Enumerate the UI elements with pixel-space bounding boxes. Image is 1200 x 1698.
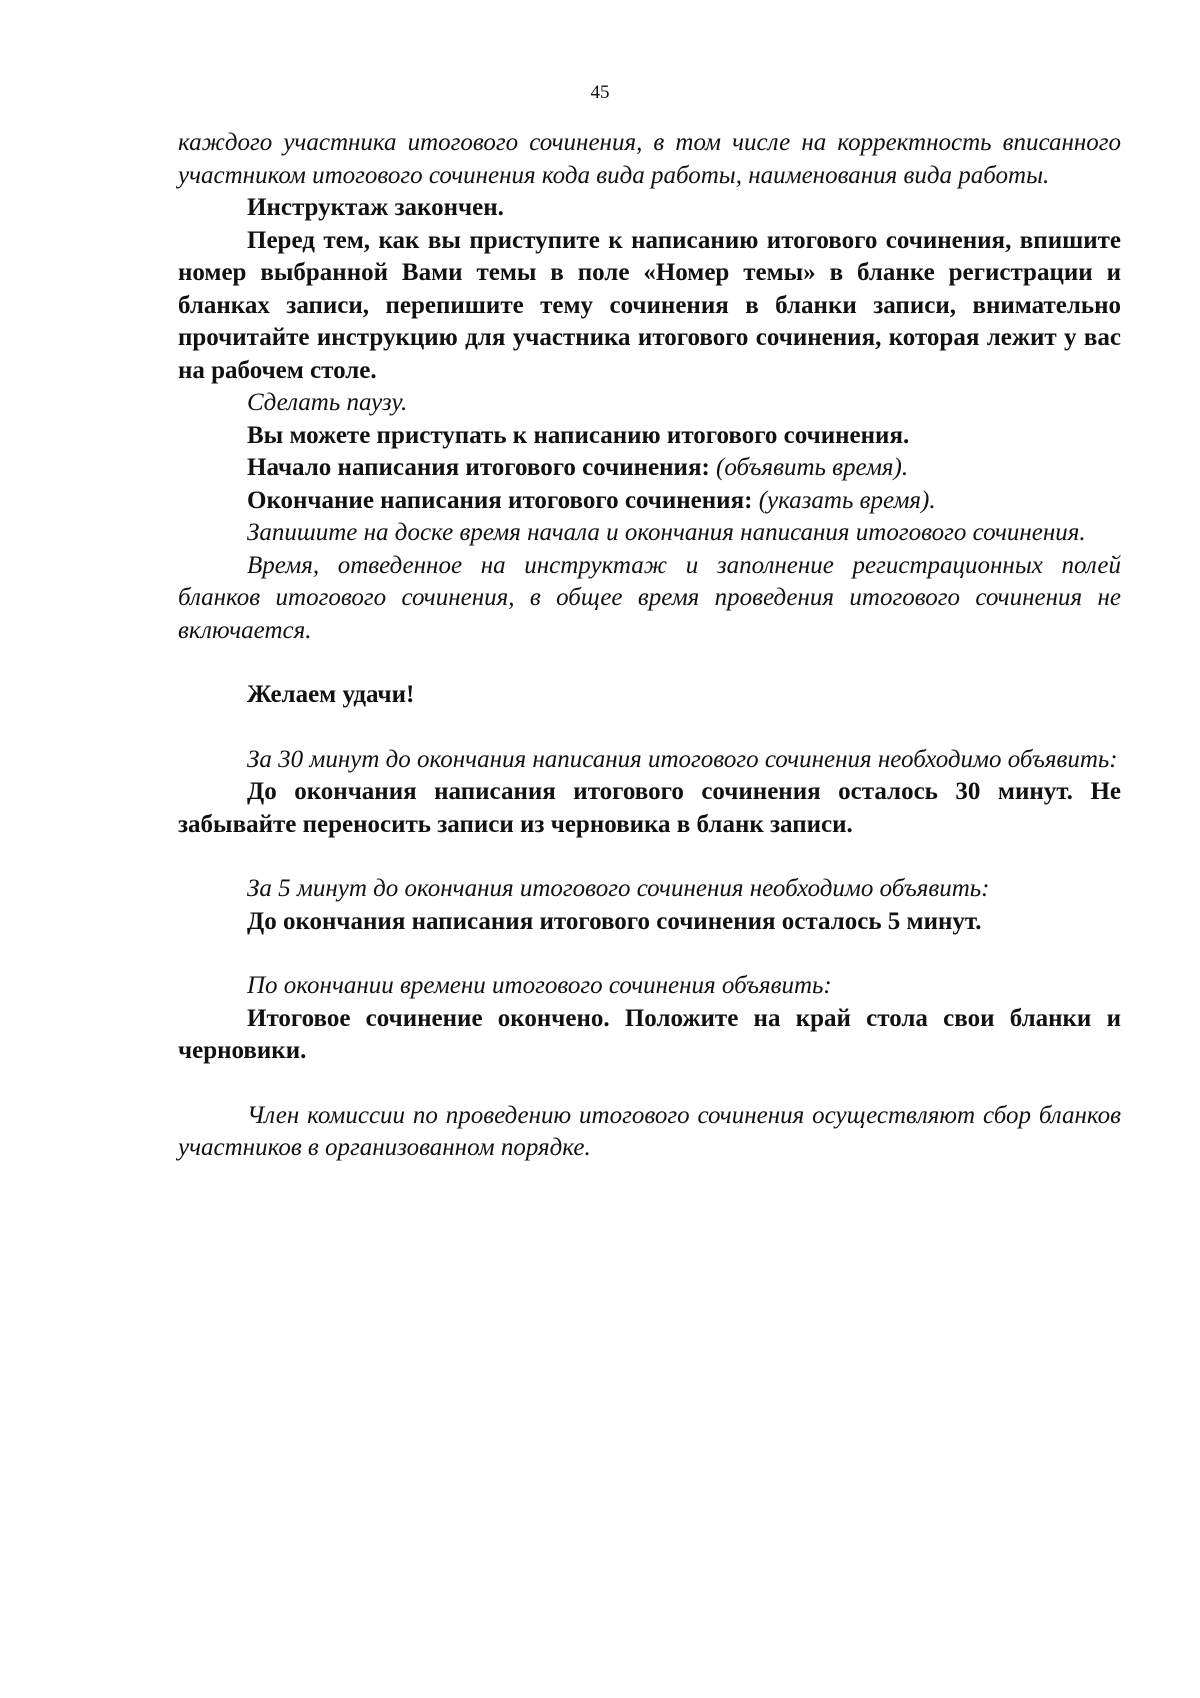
paragraph-briefing-finished: Инструктаж закончен. [247,194,504,221]
paragraph-pause: Сделать паузу. [247,389,408,416]
spacer [178,712,1121,744]
paragraph-good-luck: Желаем удачи! [247,681,415,708]
paragraph-start-time [178,452,1121,485]
paragraph-5-min-announcement: До окончания написания итогового сочинения осталось 5 минут. [247,907,982,935]
end-time-note: (указать время). [758,486,936,514]
page-number: 45 [590,82,610,103]
spacer [178,1068,1121,1100]
paragraph-5-min-note: За 5 минут до окончания итогового сочинения необходимо объявить: [247,875,990,902]
page-content [178,127,1121,1165]
spacer [178,841,1121,873]
start-time-note: (объявить время). [716,454,909,481]
paragraph-collection: Член комиссии по проведению итогового сочинения осуществляют сбор бланков участников в организованном порядке. [178,1101,1121,1161]
paragraph-instruction-continuation: каждого участника итогового сочинения, в том числе на корректность вписанного участником итогового сочинения кода вида работы, наименования вида работы. [178,129,1121,189]
paragraph-may-start: Вы можете приступать к написанию итогового сочинения. [247,421,910,449]
paragraph-end-note: По окончании времени итогового сочинения объявить: [247,972,832,999]
paragraph-end-time [178,485,1121,518]
paragraph-write-on-board: Запишите на доске время начала и окончания написания итогового сочинения. [247,519,1086,546]
paragraph-30-min-note: За 30 минут до окончания написания итогового сочинения необходимо объявить: [247,745,1118,773]
start-time-label: Начало написания итогового сочинения: [247,454,710,481]
spacer [178,938,1121,970]
paragraph-end-announcement: Итоговое сочинение окончено. Положите на край стола свои бланки и черновики. [178,1004,1121,1064]
spacer [178,647,1121,679]
paragraph-before-writing: Перед тем, как вы приступите к написанию итогового сочинения, впишите номер выбранной Вами темы в поле «Номер темы» в бланке регистрации и бланках записи, перепишите тему сочинения в бланки записи, внимательно прочитайте инструкцию для участника итогового сочинения, которая лежит у вас на рабочем столе. [178,226,1121,384]
paragraph-30-min-announcement: До окончания написания итогового сочинения осталось 30 минут. Не забывайте переносить записи из черновика в бланк записи. [178,778,1121,838]
paragraph-time-not-included: Время, отведенное на инструктаж и заполнение регистрационных полей бланков итогового сочинения, в общее время проведения итогового сочинения не включается. [178,551,1121,644]
end-time-label: Окончание написания итогового сочинения: [247,486,753,514]
